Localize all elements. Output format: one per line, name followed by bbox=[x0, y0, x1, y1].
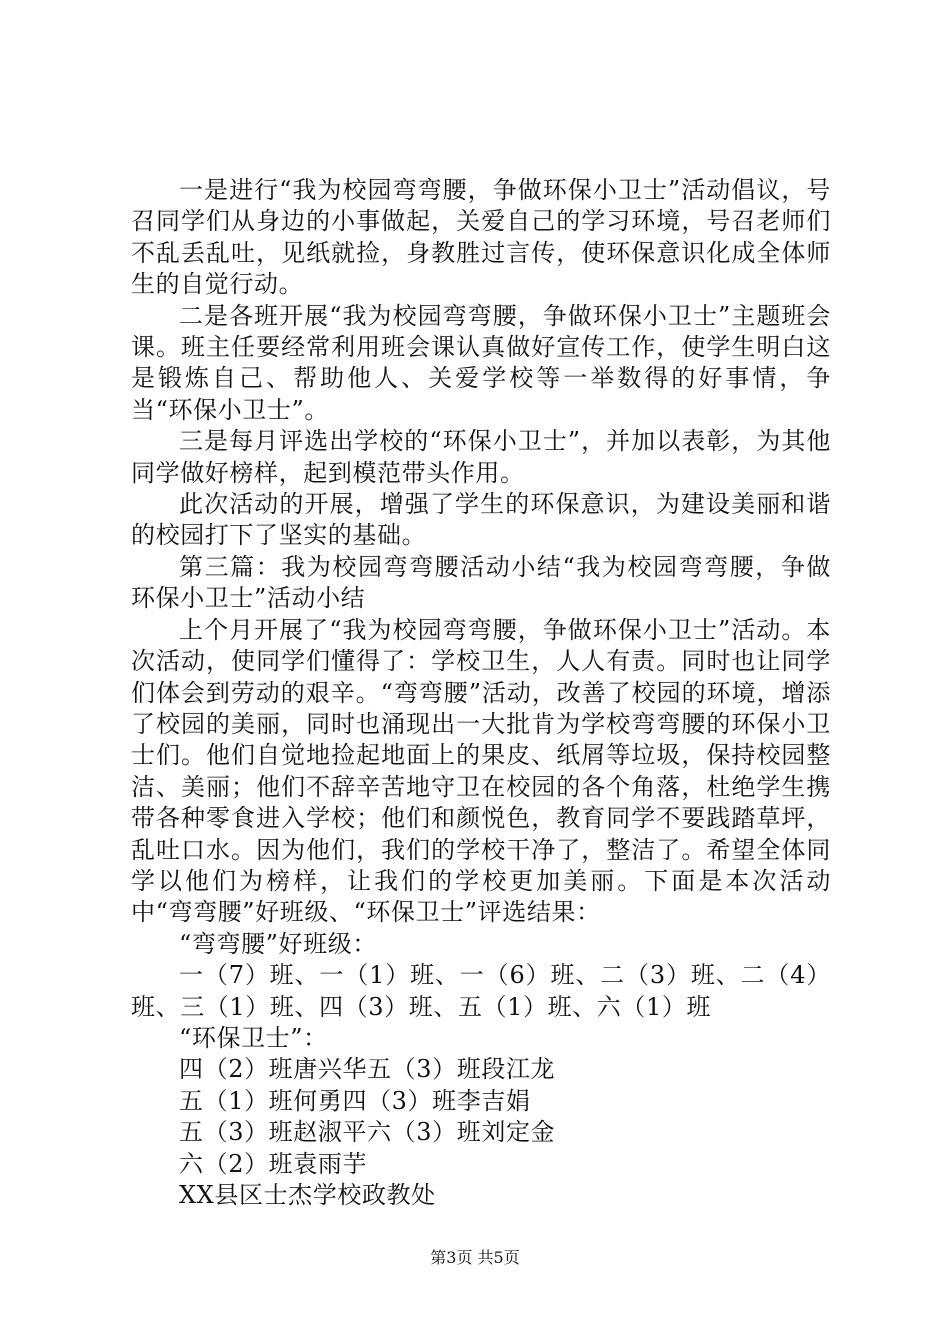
guardian-heading: “环保卫士”： bbox=[179, 1023, 328, 1052]
issuer-signature: XX县区士杰学校政教处 bbox=[179, 1181, 436, 1209]
good-class-list: 一（7）班、一（1）班、一（6）班、二（3）班、二（4）班、三（1）班、四（3）班、五（1）班、六（1）班 bbox=[131, 961, 831, 1021]
paragraph-proposal: 一是进行“我为校园弯弯腰，争做环保小卫士”活动倡议，号召同学们从身边的小事做起，关爱自己的学习环境，号召老师们不乱丢乱吐，见纸就捡，身教胜过言传，使环保意识化成全体师生的自觉行动。 bbox=[131, 176, 831, 299]
paragraph-class-meeting: 二是各班开展“我为校园弯弯腰，争做环保小卫士”主题班会课。班主任要经常利用班会课认真做好宣传工作，使学生明白这是锻炼自己、帮助他人、关爱学校等一举数得的好事情，争当“环保小卫士”。 bbox=[131, 301, 831, 424]
guardian-list-item: 五（3）班赵淑平六（3）班刘定金 bbox=[179, 1118, 556, 1147]
good-class-heading: “弯弯腰”好班级： bbox=[179, 929, 377, 958]
page-number: 第3页 共5页 bbox=[430, 1248, 520, 1267]
guardian-list-item: 五（1）班何勇四（3）班李吉娟 bbox=[179, 1086, 531, 1115]
guardian-list-item: 六（2）班袁雨芋 bbox=[179, 1149, 368, 1178]
section-heading-part-three: 第三篇：我为校园弯弯腰活动小结“我为校园弯弯腰，争做环保小卫士”活动小结 bbox=[131, 552, 831, 613]
page-footer bbox=[0, 1245, 950, 1268]
document-body bbox=[131, 175, 831, 1211]
paragraph-summary: 上个月开展了“我为校园弯弯腰，争做环保小卫士”活动。本次活动，使同学们懂得了：学校卫生，人人有责。同时也让同学们体会到劳动的艰辛。“弯弯腰”活动，改善了校园的环境，增添了校园的美丽，同时也涌现出一大批肯为学校弯弯腰的环保小卫士们。他们自觉地捡起地面上的果皮、纸屑等垃圾，保持校园整洁、美丽；他们不辞辛苦地守卫在校园的各个角落，杜绝学生携带各种零食进入学校；他们和颜悦色，教育同学不要践踏草坪，乱吐口水。因为他们，我们的学校干净了，整洁了。希望全体同学以他们为榜样，让我们的学校更加美丽。下面是本次活动中“弯弯腰”好班级、“环保卫士”评选结果： bbox=[131, 615, 831, 927]
paragraph-conclusion: 此次活动的开展，增强了学生的环保意识，为建设美丽和谐的校园打下了坚实的基础。 bbox=[131, 490, 831, 550]
paragraph-monthly-selection: 三是每月评选出学校的“环保小卫士”，并加以表彰，为其他同学做好榜样，起到模范带头作用。 bbox=[131, 427, 831, 487]
guardian-list-item: 四（2）班唐兴华五（3）班段江龙 bbox=[179, 1055, 556, 1084]
